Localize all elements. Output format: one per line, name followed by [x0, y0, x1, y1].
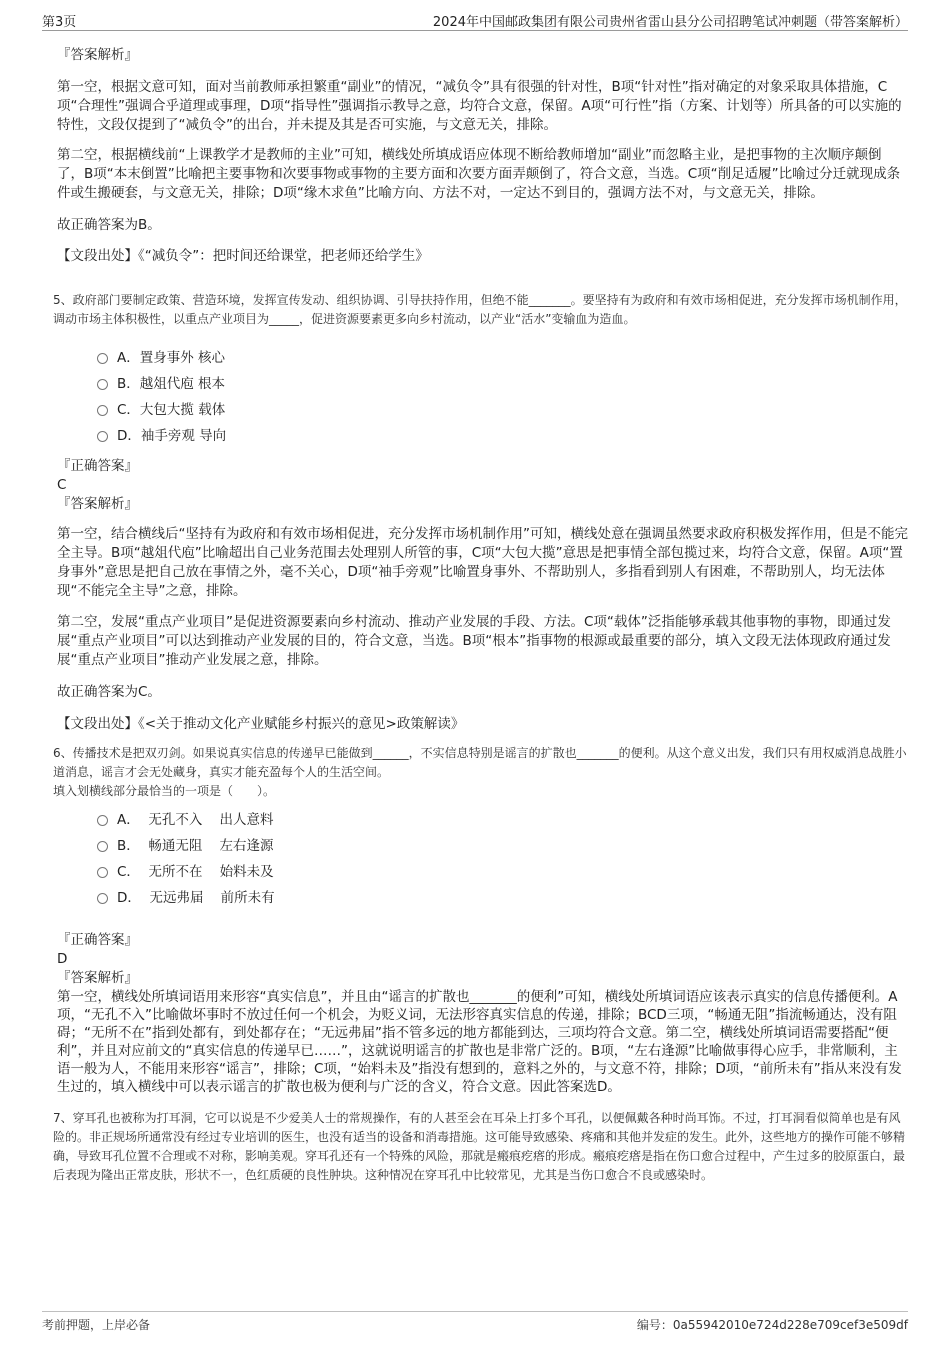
option-label: B．越俎代庖 根本 [117, 376, 226, 392]
radio-icon[interactable] [97, 353, 108, 364]
option-label: B． 畅通无阻 左右逢源 [117, 838, 274, 854]
q7-question: 7、穿耳孔也被称为打耳洞，它可以说是不少爱美人士的常规操作，有的人甚至会在耳朵上打多个耳孔，以便佩戴各种时尚耳饰。不过，打耳洞看似简单也是有风险的。非正规场所通常没有经过专业培训的医生，也没有适当的设备和消毒措施。这可能导致感染、疼痛和其他并发症的发生。此外，这些地方的操作可能不够精确，导致耳孔位置不合理或不对称，影响美观。穿耳孔还有一个特殊的风险，那就是瘢痕疙瘩的形成。瘢痕疙瘩是指在伤口愈合过程中，产生过多的胶原蛋白，最后表现为隆出正常皮肤，形状不一，色红质硬的良性肿块。这种情况在穿耳孔中比较常见，尤其是当伤口愈合不良或感染时。 [53, 1111, 906, 1182]
radio-icon[interactable] [97, 431, 108, 442]
option-label: D． 无远弗届 前所未有 [117, 890, 275, 906]
footer-slogan: 考前押题，上岸必备 [42, 1318, 151, 1332]
q6-option-d[interactable] [97, 883, 908, 909]
radio-icon[interactable] [97, 815, 108, 826]
radio-icon[interactable] [97, 841, 108, 852]
radio-icon[interactable] [97, 405, 108, 416]
q6-options [97, 805, 908, 909]
q5-options [97, 343, 908, 447]
q6-option-b[interactable] [97, 831, 908, 857]
q4-analysis-label: 『答案解析』 [57, 47, 138, 63]
q5-analysis-para2: 第二空，发展“重点产业项目”是促进资源要素向乡村流动、推动产业发展的手段、方法。C项“载体”泛指能够承载其他事物的事物，即通过发展“重点产业项目”可以达到推动产业发展的目的，符合文意，当选。B项“根本”指事物的根源或最重要的部分，填入文段无法体现政府通过发展“重点产业项目”推动产业发展之意，排除。 [57, 614, 891, 668]
q5-option-c[interactable] [97, 395, 908, 421]
q4-analysis-para2: 第二空，根据横线前“上课教学才是教师的主业”可知，横线处所填成语应体现不断给教师增加“副业”而忽略主业，是把事物的主次顺序颠倒了，B项“本末倒置”比喻把主要事物和次要事物或事物的主要方面和次要方面弄颠倒了，符合文意，当选。C项“削足适履”比喻过分迁就现成条件或生搬硬套，与文意无关，排除；D项“缘木求鱼”比喻方向、方法不对，一定达不到目的，强调方法不对，与文意无关，排除。 [57, 147, 901, 201]
radio-icon[interactable] [97, 379, 108, 390]
option-label: A． 无孔不入 出人意料 [117, 812, 274, 828]
q6-question: 6、传播技术是把双刃剑。如果说真实信息的传递早已能做到______，不实信息特别是谣言的扩散也_______的便利。从这个意义出发，我们只有用权威消息战胜小道消息，谣言才会无处藏身，真实才能充盈每个人的生活空间。 [53, 746, 907, 779]
q6-analysis-label: 『答案解析』 [57, 970, 138, 986]
q6-option-a[interactable] [97, 805, 908, 831]
q5-source: 【文段出处】《<关于推动文化产业赋能乡村振兴的意见>政策解读》 [57, 716, 465, 732]
q6-analysis: 第一空，横线处所填词语用来形容“真实信息”，并且由“谣言的扩散也_______的便利”可知，横线处所填词语应该表示真实的信息传播便利。A项，“无孔不入”比喻做坏事时不放过任何一个机会，为贬义词，无法形容真实信息的传递，排除；BCD三项，“畅通无阻”指流畅通达，没有阻碍；“无所不在”指到处都有，到处都存在；“无远弗届”指不管多远的地方都能到达，三项均符合文意。第二空，横线处所填词语需要搭配“便利”，并且对应前文的“真实信息的传递早已……”，这就说明谣言的扩散也是非常广泛的。B项，“左右逢源”比喻做事得心应手，非常顺利，主语一般为人，不能用来形容“谣言”，排除；C项，“始料未及”指没有想到的，意料之外的，与文意不符，排除；D项，“前所未有”指从来没有发生过的，填入横线中可以表示谣言的扩散也极为便利与广泛的含义，符合文意。因此答案选D。 [57, 989, 902, 1095]
q6-option-c[interactable] [97, 857, 908, 883]
q5-question: 5、政府部门要制定政策、营造环境，发挥宣传发动、组织协调、引导扶持作用，但绝不能_______。要坚持有为政府和有效市场相促进，充分发挥市场机制作用，调动市场主体积极性，以重点产业项目为_____，促进资源要素更多向乡村流动，以产业“活水”变输血为造血。 [53, 293, 907, 326]
page-footer [42, 1311, 908, 1332]
q4-conclusion: 故正确答案为B。 [57, 217, 161, 233]
document-title: 2024年中国邮政集团有限公司贵州省雷山县分公司招聘笔试冲刺题（带答案解析） [432, 15, 908, 30]
q5-option-d[interactable] [97, 421, 908, 447]
q6-instruction: 填入划横线部分最恰当的一项是（ ）。 [53, 784, 276, 798]
q4-source: 【文段出处】《“减负令”：把时间还给课堂，把老师还给学生》 [57, 248, 429, 264]
q5-answer: C [57, 477, 67, 493]
q5-option-b[interactable] [97, 369, 908, 395]
radio-icon[interactable] [97, 893, 108, 904]
option-label: C．大包大揽 载体 [117, 402, 226, 418]
q5-answer-label: 『正确答案』 [57, 458, 138, 474]
page-content [53, 46, 908, 1185]
option-label: C． 无所不在 始料未及 [117, 864, 274, 880]
q4-analysis-para1: 第一空，根据文意可知，面对当前教师承担繁重“副业”的情况，“减负令”具有很强的针对性，B项“针对性”指对确定的对象采取具体措施，C项“合理性”强调合乎道理或事理，D项“指导性”强调指示教导之意，均符合文意，保留。A项“可行性”指（方案、计划等）所具备的可以实施的特性，文段仅提到了“减负令”的出台，并未提及其是否可实施，与文意无关，排除。 [57, 79, 902, 133]
q6-answer-label: 『正确答案』 [57, 932, 138, 948]
page-number: 第3页 [42, 15, 77, 30]
q5-analysis-label: 『答案解析』 [57, 496, 138, 512]
page-header [42, 10, 908, 31]
q5-analysis-para1: 第一空，结合横线后“坚持有为政府和有效市场相促进，充分发挥市场机制作用”可知，横线处意在强调虽然要求政府积极发挥作用，但是不能完全主导。B项“越俎代庖”比喻超出自己业务范围去处理别人所管的事，C项“大包大揽”意思是把事情全部包揽过来，均符合文意，保留。A项“置身事外”意思是把自己放在事情之外，毫不关心，D项“袖手旁观”比喻置身事外、不帮助别人，多指看到别人有困难，不帮助别人，均无法体现“不能完全主导”之意，排除。 [57, 526, 908, 599]
radio-icon[interactable] [97, 867, 108, 878]
q5-conclusion: 故正确答案为C。 [57, 684, 161, 700]
q6-answer: D [57, 951, 68, 967]
document-code: 编号：0a55942010e724d228e709cef3e509df [636, 1318, 908, 1332]
option-label: D．袖手旁观 导向 [117, 428, 227, 444]
q5-option-a[interactable] [97, 343, 908, 369]
option-label: A．置身事外 核心 [117, 350, 226, 366]
